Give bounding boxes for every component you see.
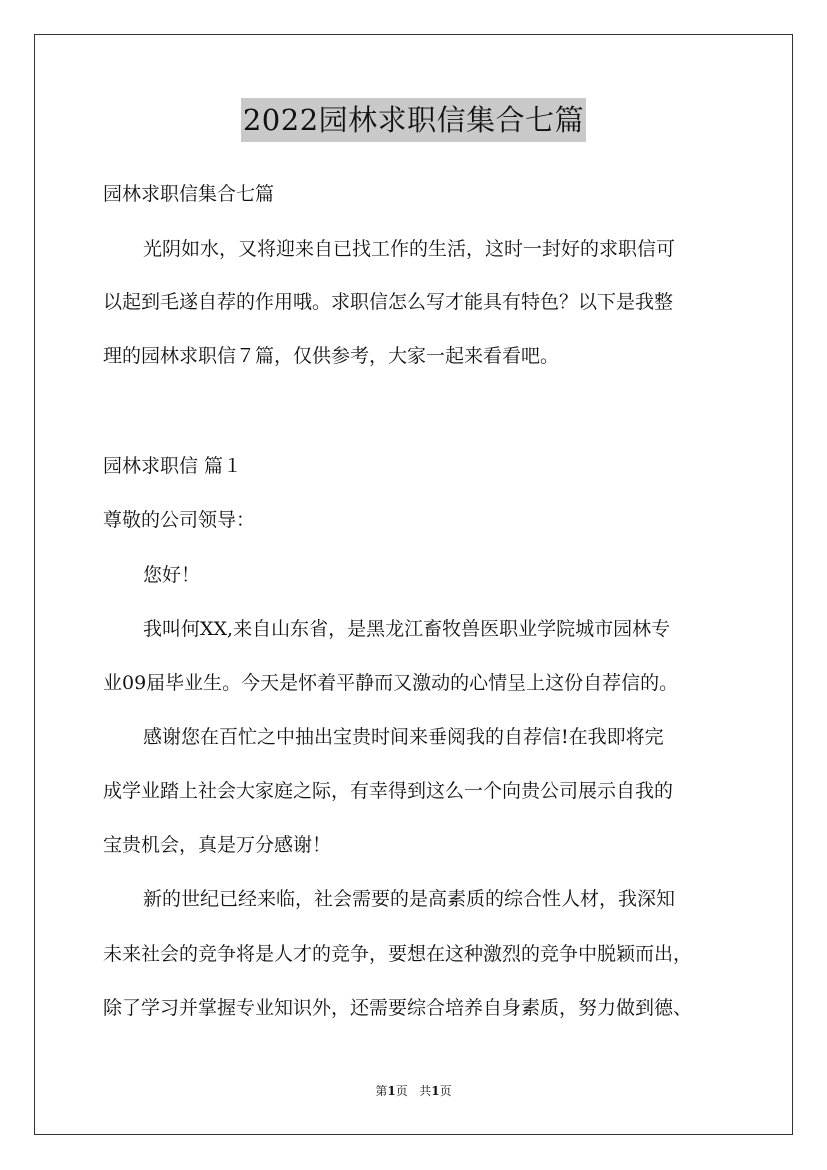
title-container <box>0 98 827 142</box>
footer-total-prefix: 共 <box>419 1084 432 1098</box>
paragraph-line: 我叫何XX,来自山东省，是黑龙江畜牧兽医职业学院城市园林专 <box>143 618 671 640</box>
section-heading: 园林求职信 篇１ <box>103 455 243 477</box>
footer-total-pages: 1 <box>431 1084 440 1098</box>
paragraph-line: 业09届毕业生。今天是怀着平静而又激动的心情呈上这份自荐信的。 <box>103 672 679 694</box>
paragraph-line: 光阴如水，又将迎来自已找工作的生活，这时一封好的求职信可 <box>143 238 676 260</box>
document-title: 2022园林求职信集合七篇 <box>241 98 586 142</box>
paragraph-line: 除了学习并掌握专业知识外，还需要综合培养自身素质，努力做到德、 <box>103 997 693 1019</box>
footer-page-suffix: 页 <box>395 1084 408 1098</box>
footer-page-number: 1 <box>387 1084 396 1098</box>
footer-total-suffix: 页 <box>439 1084 452 1098</box>
paragraph-line: 宝贵机会，真是万分感谢！ <box>103 834 332 856</box>
paragraph-line: 未来社会的竞争将是人才的竞争，要想在这种激烈的竞争中脱颖而出， <box>103 943 693 965</box>
footer-page-prefix: 第 <box>375 1084 388 1098</box>
salutation-line: 尊敬的公司领导： <box>103 509 256 531</box>
page-footer <box>0 1083 827 1099</box>
subtitle-line: 园林求职信集合七篇 <box>103 183 275 205</box>
greeting-line: 您好！ <box>143 564 201 586</box>
paragraph-line: 成学业踏上社会大家庭之际，有幸得到这么一个向贵公司展示自我的 <box>103 780 674 802</box>
paragraph-line: 感谢您在百忙之中抽出宝贵时间来垂阅我的自荐信!在我即将完 <box>143 726 664 748</box>
paragraph-line: 以起到毛遂自荐的作用哦。求职信怎么写才能具有特色？以下是我整 <box>103 291 674 313</box>
paragraph-line: 新的世纪已经来临，社会需要的是高素质的综合性人材，我深知 <box>143 888 676 910</box>
paragraph-line: 理的园林求职信７篇，仅供参考，大家一起来看看吧。 <box>103 345 560 367</box>
